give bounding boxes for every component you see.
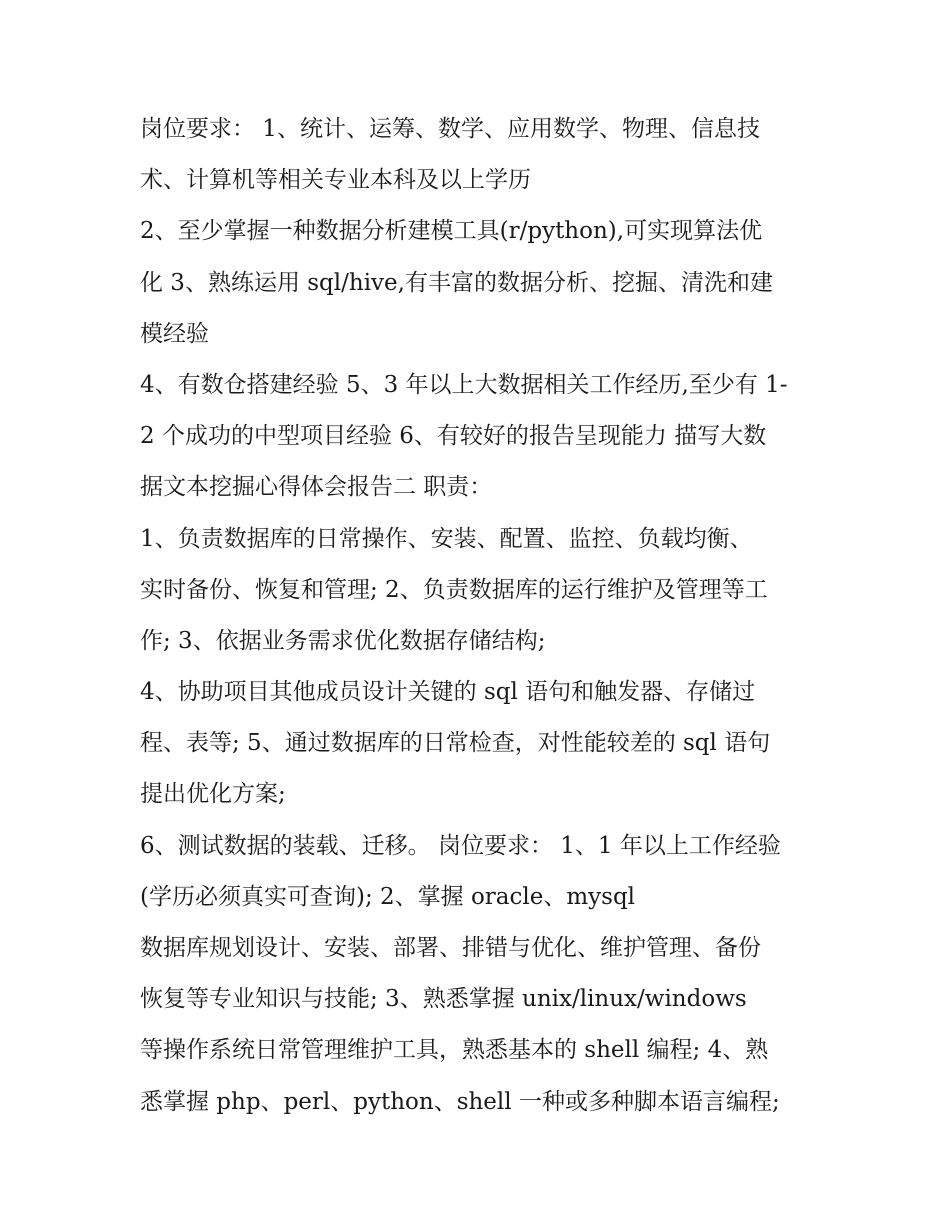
text-line: 提出优化方案; (140, 781, 286, 808)
text-line: 术、计算机等相关专业本科及以上学历 (140, 167, 531, 194)
text-line: 等操作系统日常管理维护工具，熟悉基本的 shell 编程; 4、熟 (140, 1037, 769, 1064)
text-line: 4、协助项目其他成员设计关键的 sql 语句和触发器、存储过 (140, 679, 756, 706)
text-line: 程、表等; 5、通过数据库的日常检查，对性能较差的 sql 语句 (140, 730, 771, 757)
text-line: 数据库规划设计、安装、部署、排错与优化、维护管理、备份 (140, 935, 761, 961)
text-line: (学历必须真实可查询); 2、掌握 oracle、mysql (140, 883, 636, 910)
text-line: 据文本挖掘心得体会报告二 职责： (140, 474, 493, 501)
text-line: 6、测试数据的装载、迁移。 岗位要求： 1、1 年以上工作经验 (140, 832, 781, 859)
document-body (140, 104, 820, 1128)
text-line: 实时备份、恢复和管理; 2、负责数据库的运行维护及管理等工 (140, 576, 768, 603)
text-line: 2 个成功的中型项目经验 6、有较好的报告呈现能力 描写大数 (140, 423, 767, 450)
text-line: 模经验 (140, 320, 209, 347)
text-line: 悉掌握 php、perl、python、shell 一种或多种脚本语言编程; (140, 1088, 780, 1115)
text-line: 2、至少掌握一种数据分析建模工具(r/python),可实现算法优 (140, 218, 763, 245)
text-line: 恢复等专业知识与技能; 3、熟悉掌握 unix/linux/windows (140, 986, 747, 1013)
text-line: 4、有数仓搭建经验 5、3 年以上大数据相关工作经历,至少有 1- (140, 371, 788, 398)
text-line: 1、负责数据库的日常操作、安装、配置、监控、负载均衡、 (140, 525, 753, 552)
text-line: 化 3、熟练运用 sql/hive,有丰富的数据分析、挖掘、清洗和建 (140, 269, 773, 296)
text-line: 岗位要求： 1、统计、运筹、数学、应用数学、物理、信息技 (140, 116, 760, 142)
text-line: 作; 3、依据业务需求优化数据存储结构; (140, 627, 546, 654)
